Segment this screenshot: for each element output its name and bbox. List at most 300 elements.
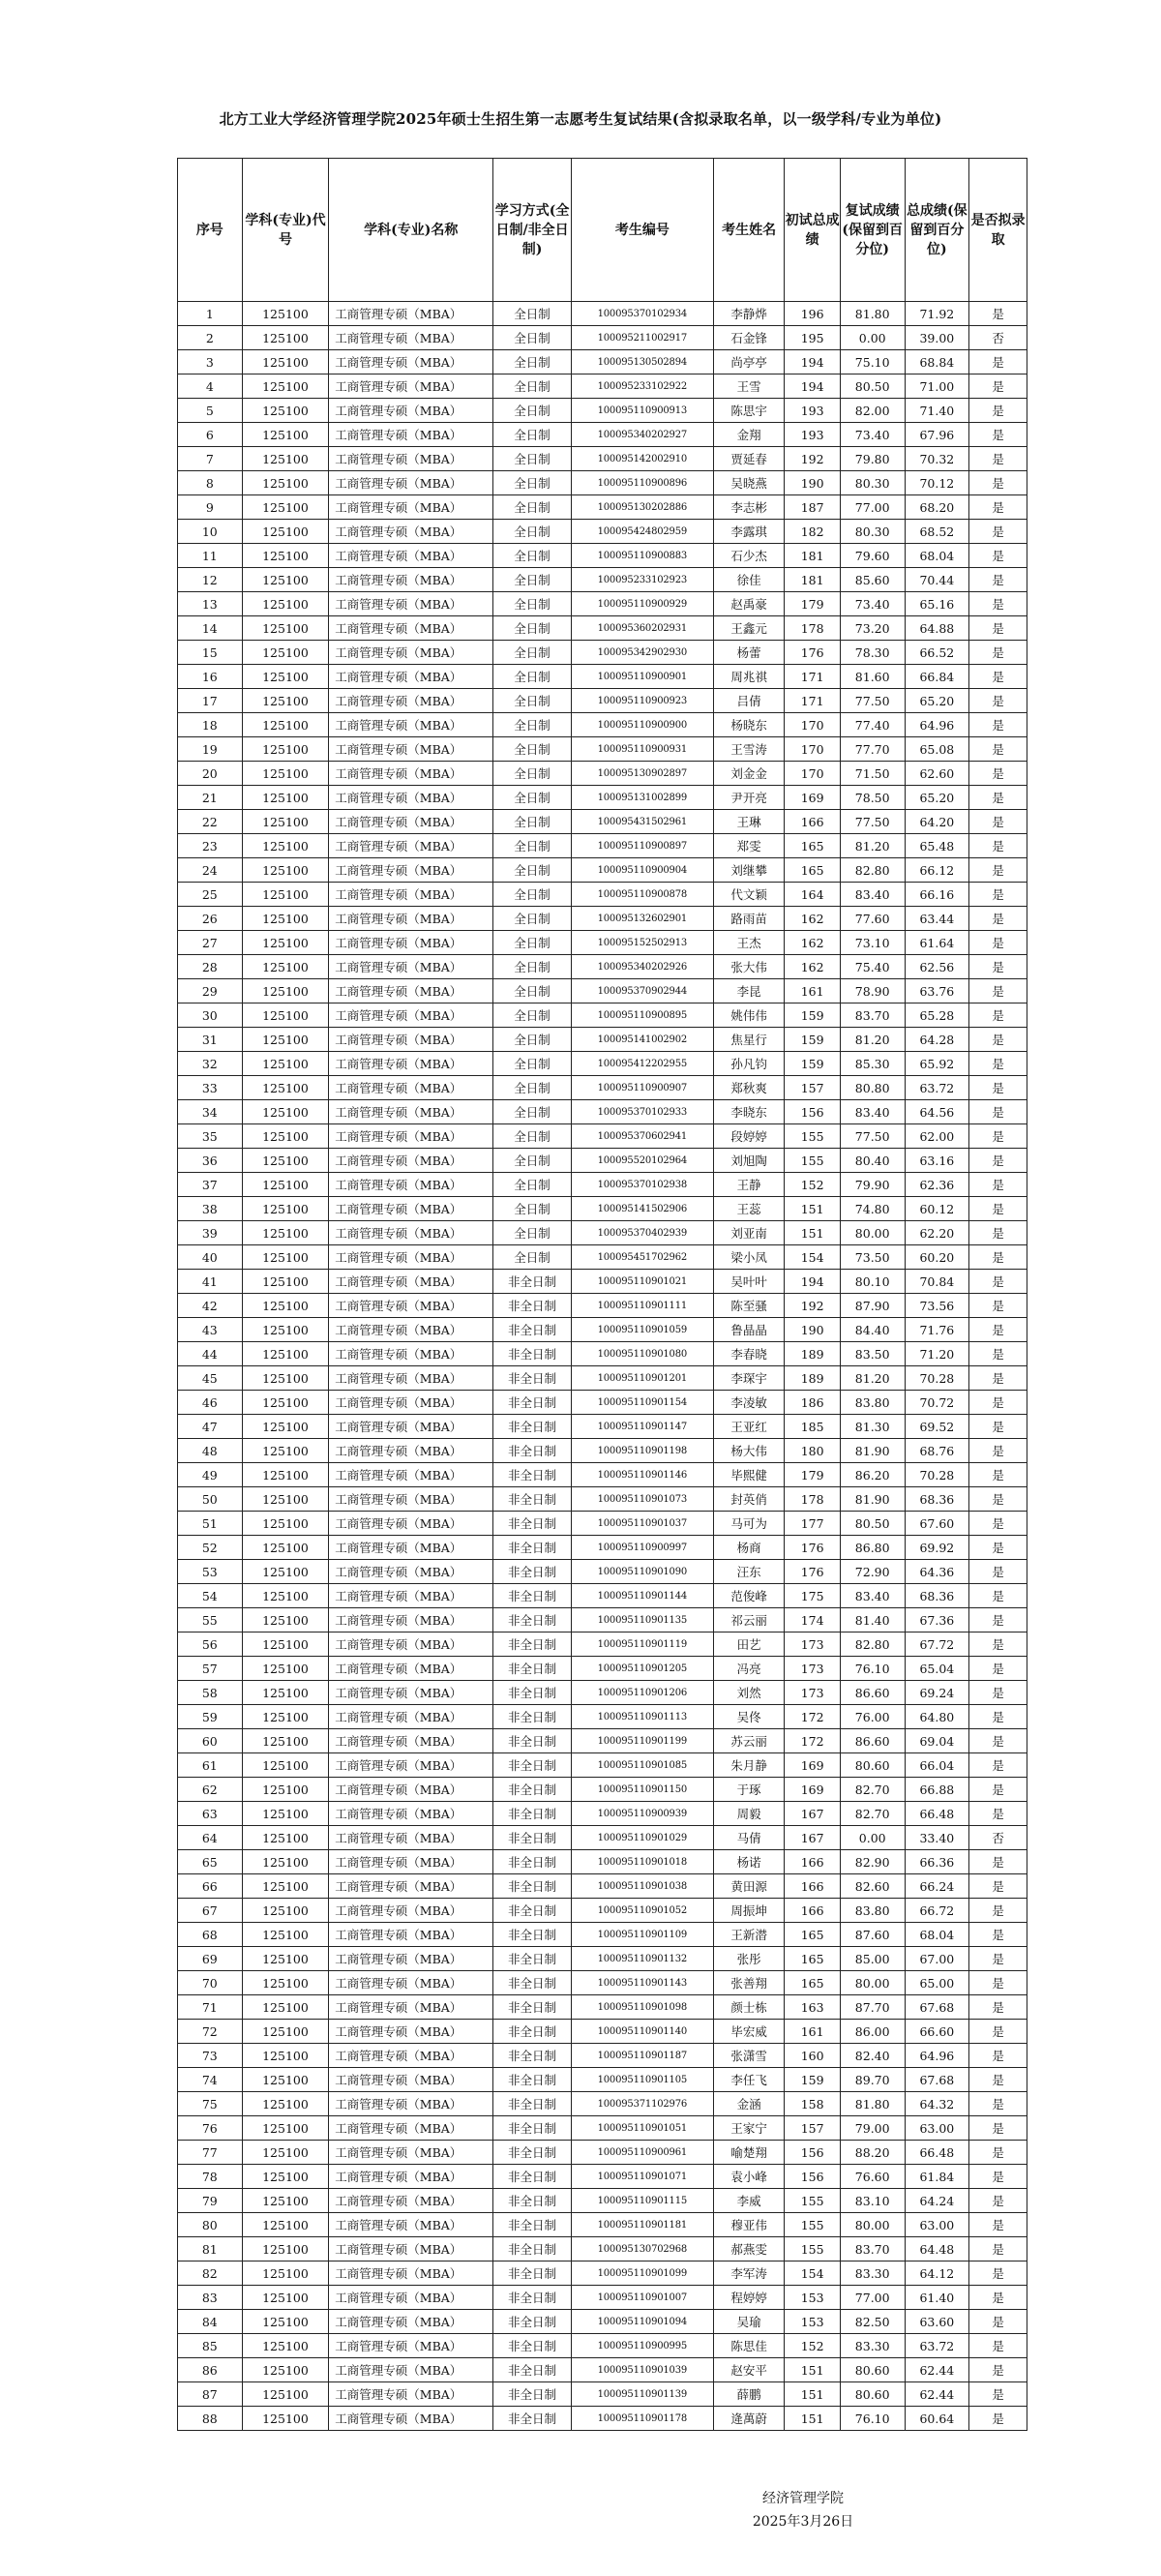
cell-initial-score: 182 — [785, 520, 840, 544]
cell-candidate-id: 100095110900896 — [571, 471, 713, 495]
cell-study-mode: 非全日制 — [493, 2237, 571, 2261]
cell-major: 工商管理专硕（MBA） — [329, 1100, 493, 1124]
cell-name: 于琢 — [713, 1778, 785, 1802]
cell-retest-score: 81.90 — [840, 1487, 905, 1512]
table-row — [178, 1415, 1027, 1439]
cell-retest-score: 84.40 — [840, 1318, 905, 1342]
table-row — [178, 2334, 1027, 2358]
cell-candidate-id: 100095110901052 — [571, 1899, 713, 1923]
cell-candidate-id: 100095110901021 — [571, 1270, 713, 1294]
cell-name: 杨蕾 — [713, 641, 785, 665]
cell-candidate-id: 100095110901073 — [571, 1487, 713, 1512]
cell-major: 工商管理专硕（MBA） — [329, 1124, 493, 1149]
cell-index: 11 — [178, 544, 243, 568]
cell-code: 125100 — [242, 447, 329, 471]
cell-retest-score: 80.50 — [840, 1512, 905, 1536]
cell-total-score: 60.64 — [905, 2407, 969, 2431]
cell-admitted: 是 — [969, 1487, 1027, 1512]
cell-initial-score: 165 — [785, 1971, 840, 1995]
cell-major: 工商管理专硕（MBA） — [329, 1705, 493, 1729]
cell-code: 125100 — [242, 1608, 329, 1632]
cell-major: 工商管理专硕（MBA） — [329, 1294, 493, 1318]
col-header: 总成绩(保留到百分位) — [905, 159, 969, 302]
cell-major: 工商管理专硕（MBA） — [329, 1366, 493, 1391]
cell-initial-score: 152 — [785, 2334, 840, 2358]
cell-total-score: 73.56 — [905, 1294, 969, 1318]
cell-code: 125100 — [242, 810, 329, 834]
cell-major: 工商管理专硕（MBA） — [329, 1149, 493, 1173]
cell-study-mode: 非全日制 — [493, 1899, 571, 1923]
cell-initial-score: 155 — [785, 2213, 840, 2237]
cell-total-score: 39.00 — [905, 326, 969, 350]
cell-retest-score: 86.60 — [840, 1729, 905, 1753]
cell-retest-score: 82.70 — [840, 1778, 905, 1802]
cell-code: 125100 — [242, 495, 329, 520]
cell-initial-score: 151 — [785, 1221, 840, 1245]
cell-name: 代文颖 — [713, 883, 785, 907]
cell-code: 125100 — [242, 1536, 329, 1560]
cell-retest-score: 82.90 — [840, 1850, 905, 1874]
cell-retest-score: 83.40 — [840, 883, 905, 907]
cell-code: 125100 — [242, 2189, 329, 2213]
cell-name: 毕宏威 — [713, 2020, 785, 2044]
cell-code: 125100 — [242, 1729, 329, 1753]
cell-admitted: 是 — [969, 1391, 1027, 1415]
cell-admitted: 是 — [969, 2286, 1027, 2310]
cell-study-mode: 全日制 — [493, 1124, 571, 1149]
table-row — [178, 1463, 1027, 1487]
cell-admitted: 是 — [969, 2407, 1027, 2431]
cell-index: 43 — [178, 1318, 243, 1342]
cell-candidate-id: 100095110901198 — [571, 1439, 713, 1463]
cell-admitted: 是 — [969, 907, 1027, 931]
cell-index: 19 — [178, 737, 243, 762]
cell-study-mode: 全日制 — [493, 302, 571, 326]
cell-index: 6 — [178, 423, 243, 447]
cell-candidate-id: 100095110900904 — [571, 858, 713, 883]
cell-initial-score: 171 — [785, 689, 840, 713]
cell-initial-score: 166 — [785, 1899, 840, 1923]
cell-admitted: 是 — [969, 374, 1027, 399]
cell-name: 尚亭亭 — [713, 350, 785, 374]
cell-retest-score: 85.00 — [840, 1947, 905, 1971]
cell-initial-score: 179 — [785, 592, 840, 616]
cell-code: 125100 — [242, 1124, 329, 1149]
cell-code: 125100 — [242, 1003, 329, 1028]
cell-study-mode: 全日制 — [493, 810, 571, 834]
cell-admitted: 是 — [969, 1149, 1027, 1173]
cell-initial-score: 172 — [785, 1705, 840, 1729]
cell-initial-score: 165 — [785, 834, 840, 858]
cell-major: 工商管理专硕（MBA） — [329, 737, 493, 762]
cell-code: 125100 — [242, 2334, 329, 2358]
cell-total-score: 66.88 — [905, 1778, 969, 1802]
cell-initial-score: 192 — [785, 447, 840, 471]
cell-candidate-id: 100095110901090 — [571, 1560, 713, 1584]
cell-retest-score: 76.10 — [840, 2407, 905, 2431]
cell-admitted: 是 — [969, 1003, 1027, 1028]
cell-total-score: 65.28 — [905, 1003, 969, 1028]
cell-study-mode: 全日制 — [493, 883, 571, 907]
cell-name: 汪东 — [713, 1560, 785, 1584]
cell-study-mode: 非全日制 — [493, 1778, 571, 1802]
table-row — [178, 762, 1027, 786]
cell-retest-score: 80.80 — [840, 1076, 905, 1100]
cell-admitted: 是 — [969, 883, 1027, 907]
cell-retest-score: 85.60 — [840, 568, 905, 592]
cell-initial-score: 151 — [785, 1197, 840, 1221]
cell-total-score: 64.56 — [905, 1100, 969, 1124]
cell-admitted: 是 — [969, 1294, 1027, 1318]
cell-name: 逄萬蔚 — [713, 2407, 785, 2431]
table-row — [178, 1584, 1027, 1608]
cell-study-mode: 全日制 — [493, 1028, 571, 1052]
cell-index: 52 — [178, 1536, 243, 1560]
cell-code: 125100 — [242, 350, 329, 374]
cell-name: 王新潜 — [713, 1923, 785, 1947]
cell-index: 63 — [178, 1802, 243, 1826]
cell-name: 段婷婷 — [713, 1124, 785, 1149]
cell-study-mode: 非全日制 — [493, 2141, 571, 2165]
cell-initial-score: 176 — [785, 641, 840, 665]
cell-total-score: 62.20 — [905, 1221, 969, 1245]
cell-admitted: 是 — [969, 2044, 1027, 2068]
table-row — [178, 834, 1027, 858]
cell-code: 125100 — [242, 1923, 329, 1947]
cell-total-score: 62.60 — [905, 762, 969, 786]
cell-candidate-id: 100095110901181 — [571, 2213, 713, 2237]
cell-total-score: 62.56 — [905, 955, 969, 979]
cell-admitted: 是 — [969, 2092, 1027, 2116]
cell-index: 56 — [178, 1632, 243, 1657]
cell-index: 58 — [178, 1681, 243, 1705]
cell-initial-score: 193 — [785, 399, 840, 423]
cell-retest-score: 79.60 — [840, 544, 905, 568]
cell-admitted: 否 — [969, 1826, 1027, 1850]
cell-major: 工商管理专硕（MBA） — [329, 326, 493, 350]
table-row — [178, 326, 1027, 350]
cell-major: 工商管理专硕（MBA） — [329, 2310, 493, 2334]
cell-study-mode: 全日制 — [493, 399, 571, 423]
page-title: 北方工业大学经济管理学院2025年硕士生招生第一志愿考生复试结果(含拟录取名单，以一级学科/专业为单位) — [219, 110, 942, 128]
table-row — [178, 1028, 1027, 1052]
cell-study-mode: 非全日制 — [493, 1753, 571, 1778]
cell-study-mode: 全日制 — [493, 689, 571, 713]
cell-initial-score: 173 — [785, 1632, 840, 1657]
cell-index: 64 — [178, 1826, 243, 1850]
cell-retest-score: 82.40 — [840, 2044, 905, 2068]
cell-index: 48 — [178, 1439, 243, 1463]
cell-study-mode: 全日制 — [493, 762, 571, 786]
cell-name: 孙凡钧 — [713, 1052, 785, 1076]
cell-initial-score: 155 — [785, 2237, 840, 2261]
cell-name: 李晓东 — [713, 1100, 785, 1124]
cell-initial-score: 162 — [785, 931, 840, 955]
cell-admitted: 是 — [969, 592, 1027, 616]
cell-index: 70 — [178, 1971, 243, 1995]
cell-code: 125100 — [242, 1560, 329, 1584]
cell-total-score: 61.40 — [905, 2286, 969, 2310]
cell-name: 路雨苗 — [713, 907, 785, 931]
cell-initial-score: 185 — [785, 1415, 840, 1439]
cell-candidate-id: 100095142002910 — [571, 447, 713, 471]
table-row — [178, 1197, 1027, 1221]
cell-initial-score: 181 — [785, 544, 840, 568]
cell-total-score: 67.68 — [905, 2068, 969, 2092]
footer — [735, 2487, 871, 2533]
cell-retest-score: 83.40 — [840, 1100, 905, 1124]
table-row — [178, 641, 1027, 665]
cell-major: 工商管理专硕（MBA） — [329, 689, 493, 713]
cell-index: 62 — [178, 1778, 243, 1802]
cell-admitted: 是 — [969, 2189, 1027, 2213]
cell-retest-score: 80.00 — [840, 1971, 905, 1995]
cell-initial-score: 167 — [785, 1826, 840, 1850]
cell-retest-score: 81.90 — [840, 1439, 905, 1463]
cell-candidate-id: 100095110901178 — [571, 2407, 713, 2431]
cell-candidate-id: 100095370402939 — [571, 1221, 713, 1245]
cell-total-score: 62.44 — [905, 2358, 969, 2382]
cell-candidate-id: 100095110901119 — [571, 1632, 713, 1657]
cell-candidate-id: 100095342902930 — [571, 641, 713, 665]
cell-study-mode: 非全日制 — [493, 1366, 571, 1391]
table-row — [178, 2237, 1027, 2261]
cell-index: 78 — [178, 2165, 243, 2189]
cell-index: 15 — [178, 641, 243, 665]
cell-major: 工商管理专硕（MBA） — [329, 471, 493, 495]
cell-initial-score: 176 — [785, 1560, 840, 1584]
table-row — [178, 1245, 1027, 1270]
cell-candidate-id: 100095340202926 — [571, 955, 713, 979]
cell-retest-score: 83.30 — [840, 2261, 905, 2286]
cell-name: 石金锋 — [713, 326, 785, 350]
cell-admitted: 是 — [969, 471, 1027, 495]
table-header-row — [178, 159, 1027, 302]
cell-index: 21 — [178, 786, 243, 810]
cell-admitted: 是 — [969, 2165, 1027, 2189]
table-row — [178, 495, 1027, 520]
cell-candidate-id: 100095110900878 — [571, 883, 713, 907]
cell-retest-score: 73.40 — [840, 592, 905, 616]
cell-total-score: 65.20 — [905, 786, 969, 810]
cell-retest-score: 80.60 — [840, 2382, 905, 2407]
cell-total-score: 71.00 — [905, 374, 969, 399]
cell-candidate-id: 100095110901139 — [571, 2382, 713, 2407]
cell-code: 125100 — [242, 907, 329, 931]
cell-index: 68 — [178, 1923, 243, 1947]
cell-total-score: 67.36 — [905, 1608, 969, 1632]
cell-major: 工商管理专硕（MBA） — [329, 834, 493, 858]
cell-code: 125100 — [242, 616, 329, 641]
cell-index: 74 — [178, 2068, 243, 2092]
cell-total-score: 70.12 — [905, 471, 969, 495]
cell-total-score: 68.36 — [905, 1584, 969, 1608]
cell-admitted: 是 — [969, 1028, 1027, 1052]
cell-candidate-id: 100095110901201 — [571, 1366, 713, 1391]
cell-admitted: 是 — [969, 1536, 1027, 1560]
cell-code: 125100 — [242, 1342, 329, 1366]
cell-retest-score: 72.90 — [840, 1560, 905, 1584]
cell-index: 3 — [178, 350, 243, 374]
cell-index: 47 — [178, 1415, 243, 1439]
cell-admitted: 是 — [969, 2141, 1027, 2165]
cell-candidate-id: 100095110900997 — [571, 1536, 713, 1560]
cell-retest-score: 86.80 — [840, 1536, 905, 1560]
table-row — [178, 1560, 1027, 1584]
cell-code: 125100 — [242, 1245, 329, 1270]
table-row — [178, 1778, 1027, 1802]
cell-index: 44 — [178, 1342, 243, 1366]
cell-index: 4 — [178, 374, 243, 399]
cell-name: 杨商 — [713, 1536, 785, 1560]
cell-study-mode: 非全日制 — [493, 1632, 571, 1657]
cell-initial-score: 159 — [785, 1003, 840, 1028]
cell-index: 55 — [178, 1608, 243, 1632]
cell-retest-score: 0.00 — [840, 326, 905, 350]
cell-retest-score: 81.20 — [840, 834, 905, 858]
table-row — [178, 616, 1027, 641]
cell-study-mode: 全日制 — [493, 786, 571, 810]
cell-code: 125100 — [242, 955, 329, 979]
cell-major: 工商管理专硕（MBA） — [329, 1439, 493, 1463]
footer-org: 经济管理学院 — [762, 2491, 844, 2506]
cell-retest-score: 73.50 — [840, 1245, 905, 1270]
cell-name: 李琛宇 — [713, 1366, 785, 1391]
cell-retest-score: 79.90 — [840, 1173, 905, 1197]
cell-study-mode: 非全日制 — [493, 1391, 571, 1415]
cell-admitted: 是 — [969, 2020, 1027, 2044]
cell-candidate-id: 100095110901071 — [571, 2165, 713, 2189]
cell-initial-score: 159 — [785, 1052, 840, 1076]
cell-initial-score: 187 — [785, 495, 840, 520]
cell-initial-score: 157 — [785, 2116, 840, 2141]
cell-retest-score: 87.70 — [840, 1995, 905, 2020]
cell-code: 125100 — [242, 1439, 329, 1463]
cell-code: 125100 — [242, 1149, 329, 1173]
col-header: 序号 — [178, 159, 243, 302]
cell-index: 87 — [178, 2382, 243, 2407]
col-header: 学科(专业)名称 — [329, 159, 493, 302]
cell-retest-score: 80.30 — [840, 520, 905, 544]
cell-initial-score: 156 — [785, 1100, 840, 1124]
cell-retest-score: 80.00 — [840, 2213, 905, 2237]
cell-name: 李任飞 — [713, 2068, 785, 2092]
cell-candidate-id: 100095110900939 — [571, 1802, 713, 1826]
table-row — [178, 592, 1027, 616]
cell-code: 125100 — [242, 1584, 329, 1608]
cell-retest-score: 76.60 — [840, 2165, 905, 2189]
cell-name: 李静烨 — [713, 302, 785, 326]
cell-candidate-id: 100095110900913 — [571, 399, 713, 423]
cell-total-score: 64.96 — [905, 713, 969, 737]
cell-initial-score: 165 — [785, 1947, 840, 1971]
cell-total-score: 65.92 — [905, 1052, 969, 1076]
cell-total-score: 69.04 — [905, 1729, 969, 1753]
cell-name: 焦星行 — [713, 1028, 785, 1052]
cell-name: 马倩 — [713, 1826, 785, 1850]
cell-initial-score: 162 — [785, 955, 840, 979]
cell-candidate-id: 100095110901038 — [571, 1874, 713, 1899]
cell-study-mode: 全日制 — [493, 544, 571, 568]
cell-total-score: 63.72 — [905, 2334, 969, 2358]
table-row — [178, 737, 1027, 762]
cell-admitted: 是 — [969, 1802, 1027, 1826]
table-row — [178, 520, 1027, 544]
cell-initial-score: 151 — [785, 2358, 840, 2382]
table-row — [178, 1003, 1027, 1028]
cell-major: 工商管理专硕（MBA） — [329, 374, 493, 399]
cell-total-score: 66.84 — [905, 665, 969, 689]
cell-code: 125100 — [242, 1995, 329, 2020]
cell-initial-score: 163 — [785, 1995, 840, 2020]
cell-initial-score: 152 — [785, 1173, 840, 1197]
cell-study-mode: 非全日制 — [493, 1923, 571, 1947]
table-row — [178, 2141, 1027, 2165]
cell-total-score: 67.72 — [905, 1632, 969, 1657]
cell-name: 王鑫元 — [713, 616, 785, 641]
cell-index: 45 — [178, 1366, 243, 1391]
cell-retest-score: 80.60 — [840, 2358, 905, 2382]
cell-total-score: 62.00 — [905, 1124, 969, 1149]
cell-candidate-id: 100095110901205 — [571, 1657, 713, 1681]
cell-code: 125100 — [242, 2286, 329, 2310]
cell-admitted: 是 — [969, 737, 1027, 762]
cell-major: 工商管理专硕（MBA） — [329, 2237, 493, 2261]
cell-index: 18 — [178, 713, 243, 737]
cell-code: 125100 — [242, 1270, 329, 1294]
cell-index: 1 — [178, 302, 243, 326]
cell-candidate-id: 100095360202931 — [571, 616, 713, 641]
cell-study-mode: 全日制 — [493, 1076, 571, 1100]
cell-name: 李露琪 — [713, 520, 785, 544]
cell-index: 41 — [178, 1270, 243, 1294]
cell-initial-score: 189 — [785, 1342, 840, 1366]
cell-code: 125100 — [242, 1632, 329, 1657]
cell-total-score: 66.16 — [905, 883, 969, 907]
cell-major: 工商管理专硕（MBA） — [329, 2358, 493, 2382]
cell-candidate-id: 100095110901143 — [571, 1971, 713, 1995]
cell-major: 工商管理专硕（MBA） — [329, 1028, 493, 1052]
cell-major: 工商管理专硕（MBA） — [329, 2068, 493, 2092]
cell-study-mode: 全日制 — [493, 592, 571, 616]
cell-total-score: 61.64 — [905, 931, 969, 955]
cell-candidate-id: 100095110901099 — [571, 2261, 713, 2286]
cell-major: 工商管理专硕（MBA） — [329, 1415, 493, 1439]
cell-study-mode: 非全日制 — [493, 1681, 571, 1705]
cell-candidate-id: 100095110901018 — [571, 1850, 713, 1874]
cell-major: 工商管理专硕（MBA） — [329, 1657, 493, 1681]
cell-retest-score: 81.20 — [840, 1366, 905, 1391]
cell-major: 工商管理专硕（MBA） — [329, 1221, 493, 1245]
table-row — [178, 1681, 1027, 1705]
cell-name: 李春晓 — [713, 1342, 785, 1366]
cell-major: 工商管理专硕（MBA） — [329, 2044, 493, 2068]
cell-study-mode: 全日制 — [493, 665, 571, 689]
cell-name: 王雪 — [713, 374, 785, 399]
cell-admitted: 是 — [969, 1947, 1027, 1971]
cell-total-score: 65.04 — [905, 1657, 969, 1681]
cell-initial-score: 173 — [785, 1657, 840, 1681]
cell-total-score: 63.60 — [905, 2310, 969, 2334]
table-row — [178, 931, 1027, 955]
cell-admitted: 是 — [969, 1100, 1027, 1124]
cell-study-mode: 全日制 — [493, 931, 571, 955]
cell-name: 鲁晶晶 — [713, 1318, 785, 1342]
cell-total-score: 64.32 — [905, 2092, 969, 2116]
table-row — [178, 665, 1027, 689]
table-row — [178, 1052, 1027, 1076]
cell-major: 工商管理专硕（MBA） — [329, 1947, 493, 1971]
